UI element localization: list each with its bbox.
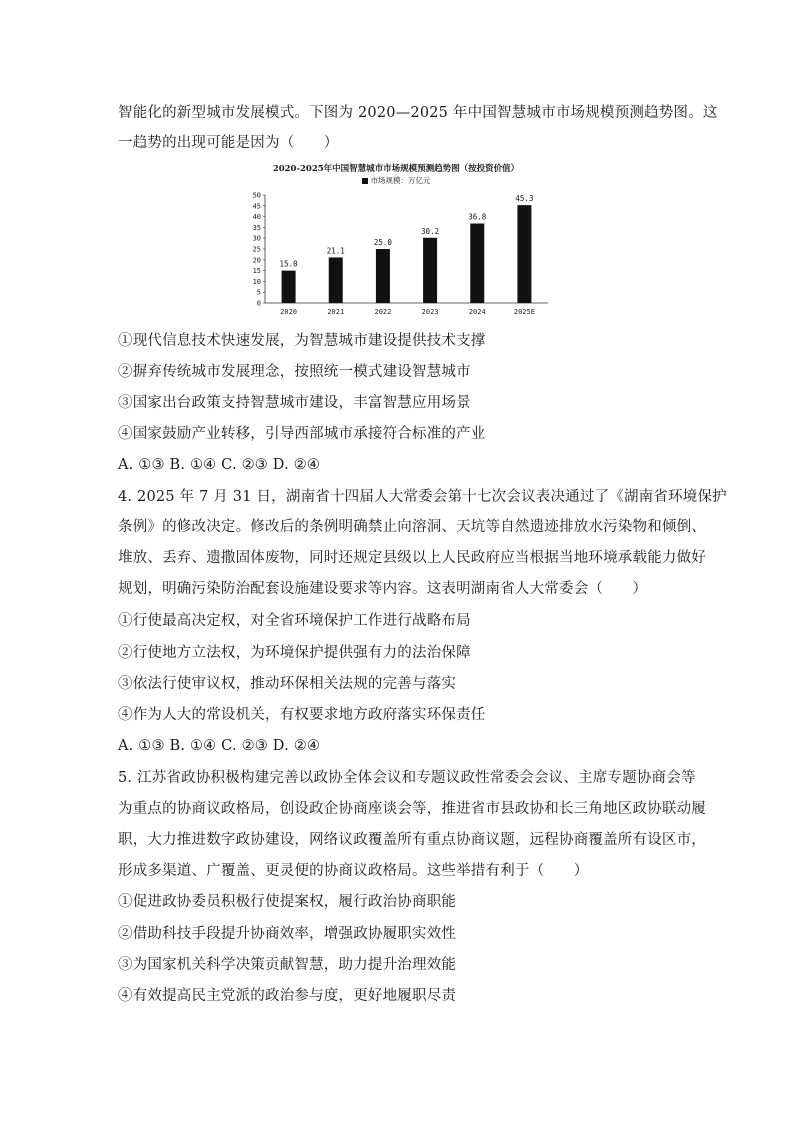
y-tick-label: 30 <box>252 234 261 243</box>
y-tick-label: 35 <box>252 223 261 232</box>
bar <box>376 249 390 303</box>
q5-option-2: ②借助科技手段提升协商效率，增强政协履职实效性 <box>118 926 457 942</box>
bar-value-label: 30.2 <box>421 226 440 236</box>
x-tick-label: 2023 <box>421 308 439 316</box>
q4-stem-line-1: 4. 2025 年 7 月 31 日，湖南省十四届人大常委会第十七次会议表决通过了《湖南省环境保护 <box>118 489 727 505</box>
bar-value-label: 45.3 <box>515 194 534 204</box>
q4-stem-line-4: 规划，明确污染防治配套设施建设要求等内容。这表明湖南省人大常委会（ ） <box>118 581 648 597</box>
q4-option-1: ①行使最高决定权，对全省环境保护工作进行战略布局 <box>118 613 471 629</box>
bar <box>517 205 531 303</box>
market-size-chart <box>236 158 556 324</box>
q4-stem-line-3: 堆放、丢弃、遗撒固体废物，同时还规定县级以上人民政府应当根据当地环境承载能力做好 <box>118 550 706 566</box>
y-tick-label: 20 <box>252 256 261 265</box>
q5-option-4: ④有效提高民主党派的政治参与度，更好地履职尽责 <box>118 988 457 1004</box>
x-tick-label: 2024 <box>468 308 486 316</box>
q4-stem-line-2: 条例》的修改决定。修改后的条例明确禁止向溶洞、天坑等自然遗迹排放水污染物和倾倒、 <box>118 519 706 535</box>
q5-option-3: ③为国家机关科学决策贡献智慧，助力提升治理效能 <box>118 957 457 973</box>
y-tick-label: 5 <box>256 288 261 297</box>
y-tick-label: 15 <box>252 267 261 276</box>
q5-option-1: ①促进政协委员积极行使提案权，履行政治协商职能 <box>118 894 457 910</box>
x-tick-label: 2025E <box>513 308 535 316</box>
chart-plot <box>236 158 556 324</box>
bar <box>282 271 296 303</box>
q5-stem-line-4: 形成多渠道、广覆盖、更灵便的协商议政格局。这些举措有利于（ ） <box>118 863 589 879</box>
bar-value-label: 25.0 <box>373 238 392 247</box>
q3-answer-choices: A. ①③ B. ①④ C. ②③ D. ②④ <box>118 457 321 473</box>
x-tick-label: 2021 <box>327 308 345 316</box>
intro-line-2: 一趋势的出现可能是因为（ ） <box>118 135 339 151</box>
chart-title: 2020-2025年中国智慧城市市场规模预测趋势图（按投资价值） <box>272 164 520 174</box>
q5-stem-line-2: 为重点的协商议政格局，创设政企协商座谈会等，推进省市县政协和长三角地区政协联动履 <box>118 801 706 817</box>
q5-stem-line-1: 5. 江苏省政协积极构建完善以政协全体会议和专题议政性常委会会议、主席专题协商会等 <box>118 770 696 786</box>
y-tick-label: 50 <box>252 191 261 200</box>
bar-value-label: 15.0 <box>279 259 298 269</box>
q4-option-2: ②行使地方立法权，为环境保护提供强有力的法治保障 <box>118 645 471 661</box>
y-tick-label: 45 <box>252 202 261 211</box>
y-tick-label: 25 <box>252 245 261 254</box>
y-tick-label: 40 <box>252 213 261 222</box>
intro-line-1: 智能化的新型城市发展模式。下图为 2020—2025 年中国智慧城市市场规模预测趋势图。这 <box>118 105 718 121</box>
q4-option-3: ③依法行使审议权，推动环保相关法规的完善与落实 <box>118 676 457 692</box>
q3-option-2: ②摒弃传统城市发展理念，按照统一模式建设智慧城市 <box>118 364 471 380</box>
x-tick-label: 2020 <box>280 308 298 316</box>
y-tick-label: 0 <box>256 299 261 308</box>
q3-option-3: ③国家出台政策支持智慧城市建设，丰富智慧应用场景 <box>118 395 471 411</box>
bar <box>423 238 437 303</box>
q4-answer-choices: A. ①③ B. ①④ C. ②③ D. ②④ <box>118 738 321 754</box>
q4-option-4: ④作为人大的常设机关，有权要求地方政府落实环保责任 <box>118 707 486 723</box>
legend-label: 市场规模：万亿元 <box>370 176 431 185</box>
bar-value-label: 36.8 <box>468 212 487 222</box>
q3-option-1: ①现代信息技术快速发展，为智慧城市建设提供技术支撑 <box>118 333 486 349</box>
bar <box>470 224 484 303</box>
q5-stem-line-3: 职，大力推进数字政协建设，网络议政覆盖所有重点协商议题，远程协商覆盖所有设区市， <box>118 832 706 848</box>
y-tick-label: 10 <box>252 277 261 286</box>
x-tick-label: 2022 <box>374 308 392 316</box>
bar-value-label: 21.1 <box>326 246 345 256</box>
q3-option-4: ④国家鼓励产业转移，引导西部城市承接符合标准的产业 <box>118 426 486 442</box>
bar <box>329 257 343 303</box>
